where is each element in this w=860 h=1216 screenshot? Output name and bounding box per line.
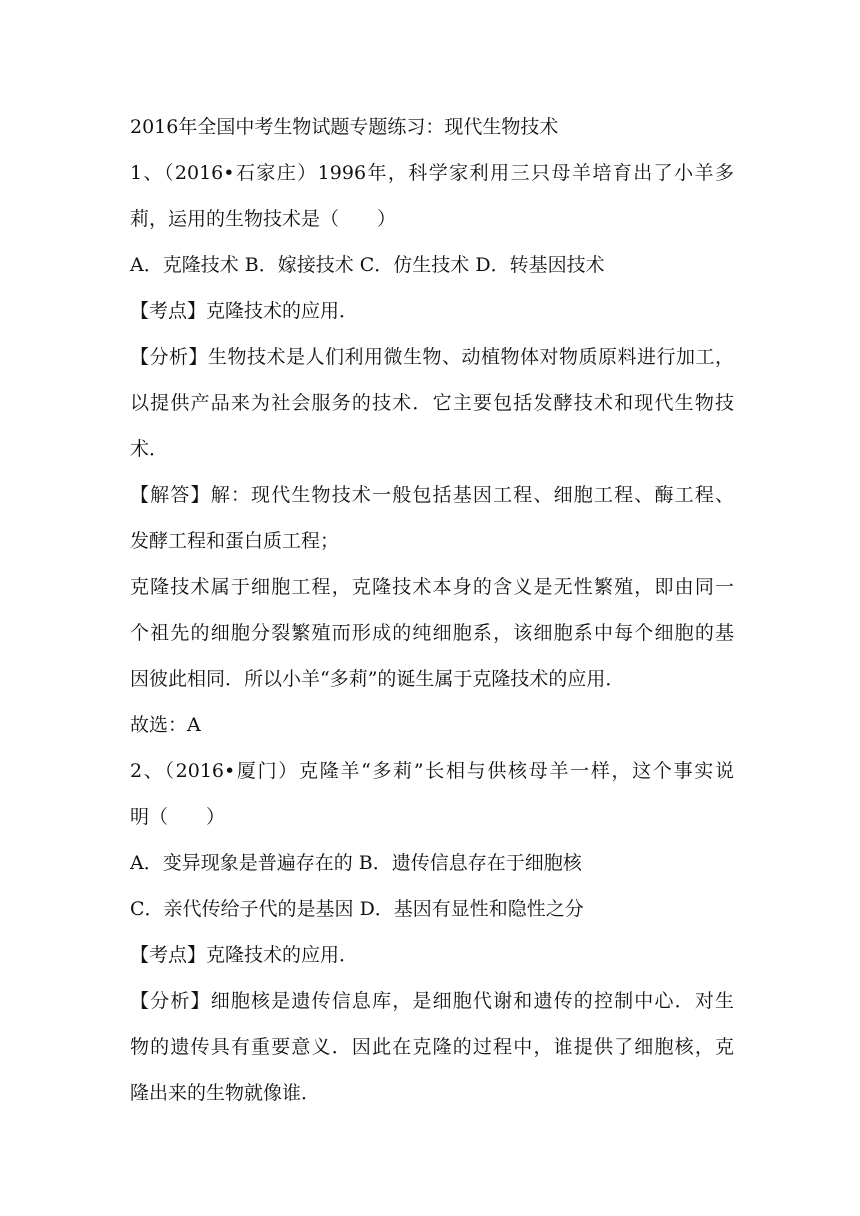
question-1-answer-line-2: 发酵工程和蛋白质工程； bbox=[130, 530, 340, 552]
question-1-analysis-line-3: 术． bbox=[130, 438, 169, 460]
question-1-key-point: 【考点】克隆技术的应用． bbox=[130, 300, 359, 322]
question-1-analysis-line-2: 以提供产品来为社会服务的技术．它主要包括发酵技术和现代生物技 bbox=[130, 392, 734, 414]
document-body bbox=[130, 112, 734, 1124]
question-1-options: A．克隆技术 B．嫁接技术 C．仿生技术 D．转基因技术 bbox=[130, 254, 605, 276]
question-2-analysis-line-1: 【分析】细胞核是遗传信息库，是细胞代谢和遗传的控制中心．对生 bbox=[130, 990, 734, 1012]
question-1-answer-line-3: 克隆技术属于细胞工程，克隆技术本身的含义是无性繁殖，即由同一 bbox=[130, 576, 734, 598]
question-2-text-line-1: 2、（2016•厦门）克隆羊“多莉”长相与供核母羊一样，这个事实说 bbox=[130, 760, 734, 782]
question-1-answer-line-4: 个祖先的细胞分裂繁殖而形成的纯细胞系，该细胞系中每个细胞的基 bbox=[130, 622, 734, 644]
question-2-text-line-2: 明（ ） bbox=[130, 806, 226, 828]
question-1-text-line-2: 莉，运用的生物技术是（ ） bbox=[130, 208, 397, 230]
question-1-text-line-1: 1、（2016•石家庄）1996年，科学家利用三只母羊培育出了小羊多 bbox=[130, 162, 734, 184]
question-1-analysis-line-1: 【分析】生物技术是人们利用微生物、动植物体对物质原料进行加工， bbox=[130, 346, 734, 368]
question-1-answer-line-5: 因彼此相同．所以小羊“多莉”的诞生属于克隆技术的应用． bbox=[130, 668, 625, 690]
question-2-key-point: 【考点】克隆技术的应用． bbox=[130, 944, 359, 966]
question-2-options-line-1: A．变异现象是普遍存在的 B．遗传信息存在于细胞核 bbox=[130, 852, 582, 874]
question-2-analysis-line-3: 隆出来的生物就像谁． bbox=[130, 1082, 321, 1104]
question-1-answer-line-1: 【解答】解：现代生物技术一般包括基因工程、细胞工程、酶工程、 bbox=[130, 484, 734, 506]
document-title: 2016年全国中考生物试题专题练习：现代生物技术 bbox=[130, 116, 559, 138]
question-2-analysis-line-2: 物的遗传具有重要意义．因此在克隆的过程中，谁提供了细胞核，克 bbox=[130, 1036, 734, 1058]
question-2-options-line-2: C．亲代传给子代的是基因 D．基因有显性和隐性之分 bbox=[130, 898, 584, 920]
question-1-choice: 故选：A bbox=[130, 714, 201, 736]
